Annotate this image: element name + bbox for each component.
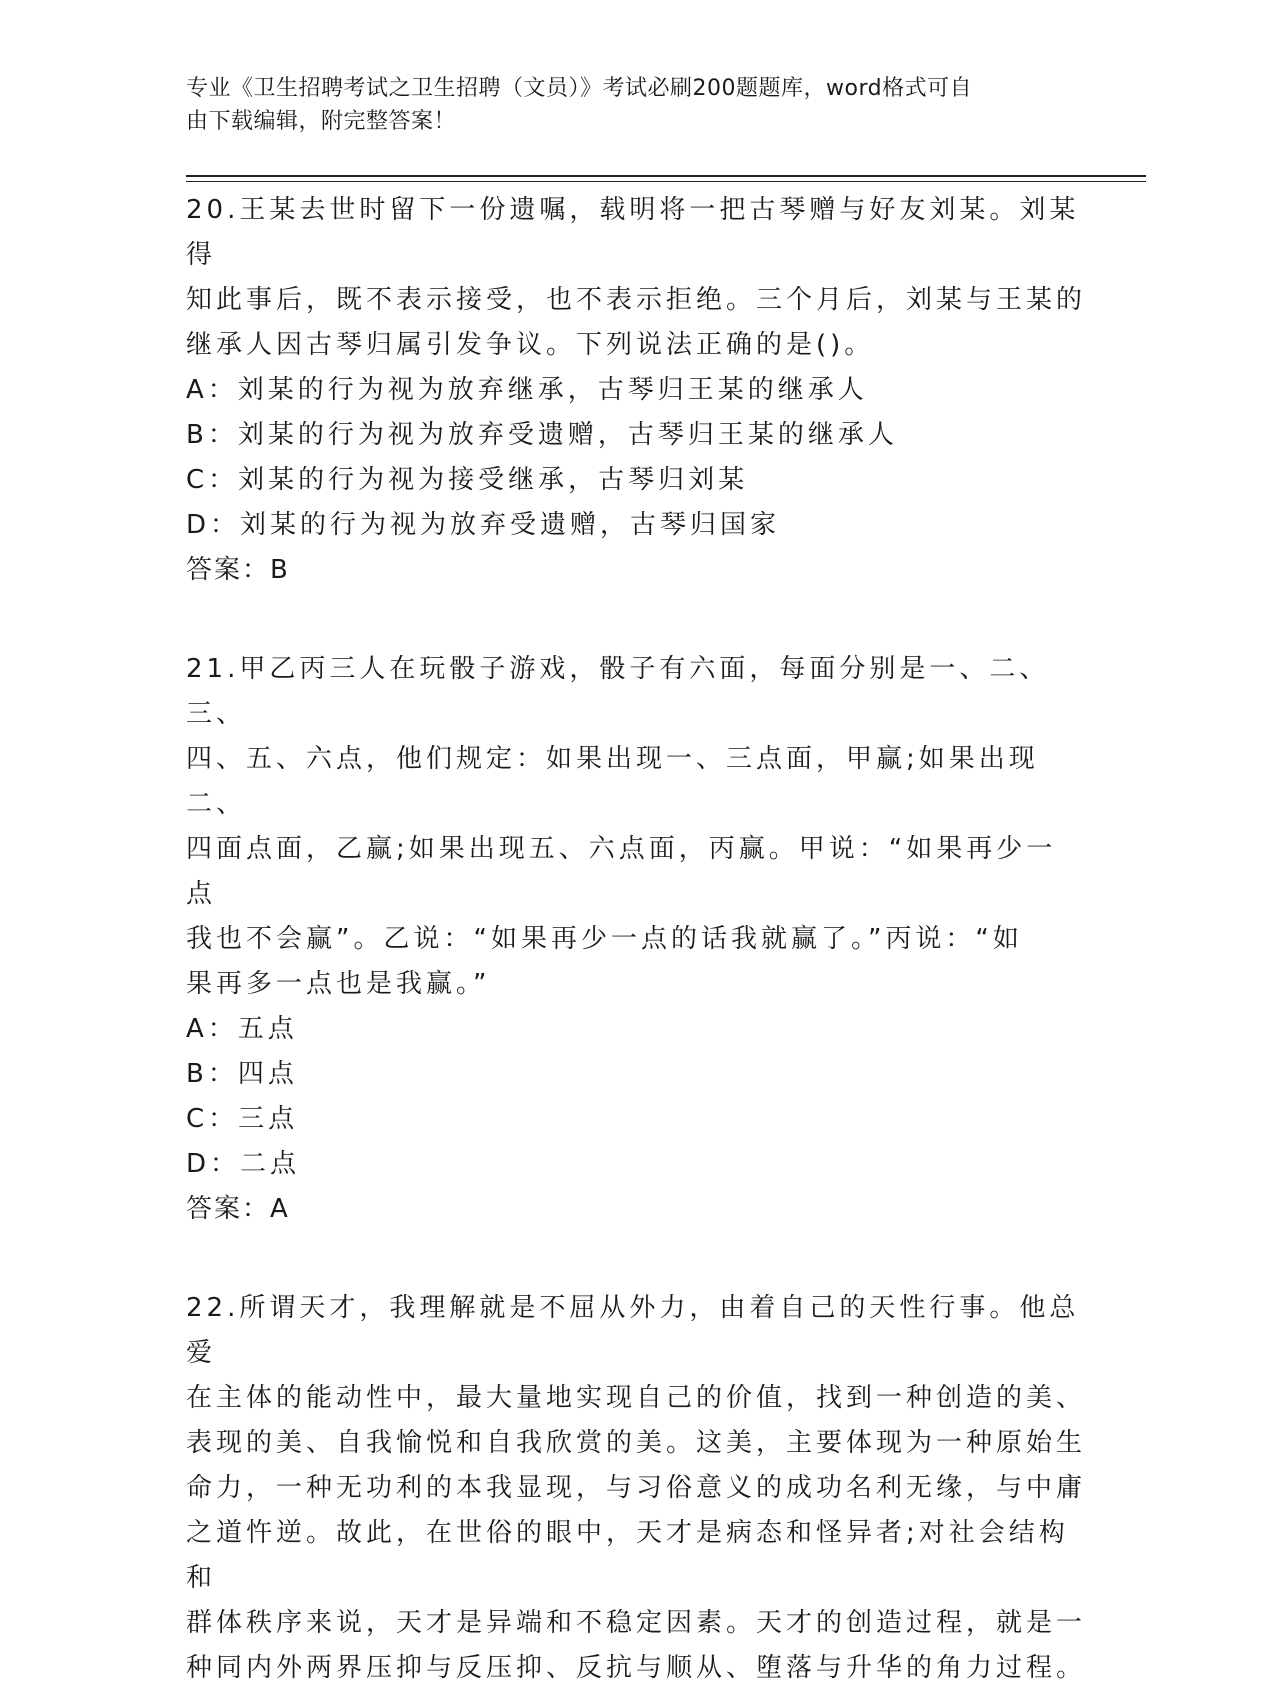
option-b: B：刘某的行为视为放弃受遗赠，古琴归王某的继承人 — [186, 420, 898, 450]
question-stem-line: 22.所谓天才，我理解就是不屈从外力，由着自己的天性行事。他总爱 — [186, 1293, 1080, 1368]
option-c: C：三点 — [186, 1104, 299, 1134]
option-c: C：刘某的行为视为接受继承，古琴归刘某 — [186, 465, 749, 495]
question-stem-line: 20.王某去世时留下一份遗嘱，载明将一把古琴赠与好友刘某。刘某得 — [186, 195, 1080, 270]
header-rule-thin — [186, 181, 1146, 182]
question-stem-line: 21.甲乙丙三人在玩骰子游戏，骰子有六面，每面分别是一、二、三、 — [186, 654, 1050, 729]
header-rule-thick — [186, 175, 1146, 177]
question-stem-line: 果再多一点也是我赢。” — [186, 969, 491, 999]
header-line-2: 由下载编辑，附完整答案！ — [186, 109, 457, 134]
question-21 — [186, 647, 1086, 1232]
question-stem-line: 命力，一种无功利的本我显现，与习俗意义的成功名利无缘，与中庸 — [186, 1473, 1087, 1503]
question-stem-line: 继承人因古琴归属引发争议。下列说法正确的是()。 — [186, 330, 875, 360]
question-list — [186, 188, 1086, 1691]
question-20 — [186, 188, 1086, 593]
question-stem-line: 我也不会赢”。乙说：“如果再少一点的话我就赢了。”丙说：“如 — [186, 924, 1023, 954]
question-stem-line: 表现的美、自我愉悦和自我欣赏的美。这美，主要体现为一种原始生 — [186, 1428, 1087, 1458]
answer-line: 答案：A — [186, 1194, 290, 1224]
option-d: D：二点 — [186, 1149, 301, 1179]
question-stem-line: 在主体的能动性中，最大量地实现自己的价值，找到一种创造的美、 — [186, 1383, 1087, 1413]
option-d: D：刘某的行为视为放弃受遗赠，古琴归国家 — [186, 510, 781, 540]
answer-line: 答案：B — [186, 555, 290, 585]
question-stem-line: 知此事后，既不表示接受，也不表示拒绝。三个月后，刘某与王某的 — [186, 285, 1087, 315]
header-line-1: 专业《卫生招聘考试之卫生招聘（文员）》考试必刷200题题库，word格式可自 — [186, 76, 973, 101]
document-header — [186, 72, 1066, 138]
option-a: A：刘某的行为视为放弃继承，古琴归王某的继承人 — [186, 375, 868, 405]
question-stem-line: 之道忤逆。故此，在世俗的眼中，天才是病态和怪异者;对社会结构和 — [186, 1518, 1069, 1593]
question-stem-line: 四、五、六点，他们规定：如果出现一、三点面，甲赢;如果出现二、 — [186, 744, 1039, 819]
question-spacer — [186, 1232, 1086, 1286]
option-b: B：四点 — [186, 1059, 298, 1089]
question-spacer — [186, 593, 1086, 647]
question-stem-line: 群体秩序来说，天才是异端和不稳定因素。天才的创造过程，就是一 — [186, 1608, 1087, 1638]
question-stem-line: 四面点面，乙赢;如果出现五、六点面，丙赢。甲说：“如果再少一点 — [186, 834, 1057, 909]
question-22 — [186, 1286, 1086, 1691]
option-a: A：五点 — [186, 1014, 298, 1044]
question-stem-line: 种同内外两界压抑与反压抑、反抗与顺从、堕落与升华的角力过程。 — [186, 1653, 1087, 1683]
